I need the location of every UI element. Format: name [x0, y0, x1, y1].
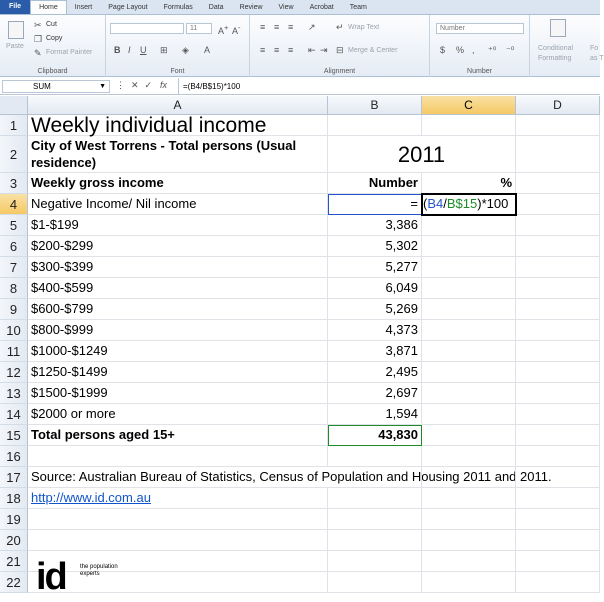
align-top-icon[interactable]: ≡ [260, 22, 266, 32]
cell-a12[interactable]: $1250-$1499 [28, 362, 328, 382]
cell-c2[interactable] [422, 136, 516, 172]
cell-b6[interactable]: 5,302 [328, 236, 422, 256]
cell-b2[interactable]: 2011 [328, 136, 516, 172]
cell-a20[interactable] [28, 530, 328, 550]
table-row [28, 236, 600, 257]
table-row [28, 404, 600, 425]
row-header-1[interactable]: 1 [0, 115, 28, 136]
font-label: Font [170, 68, 185, 75]
cell-a6[interactable]: $200-$299 [28, 236, 328, 256]
cell-a13[interactable]: $1500-$1999 [28, 383, 328, 403]
copy-icon[interactable]: ❐ [34, 34, 43, 44]
cut-icon[interactable]: ✂ [34, 20, 42, 30]
italic-icon[interactable]: I [128, 45, 131, 55]
row-header-5[interactable]: 5 [0, 215, 28, 236]
ribbon-tabs [0, 0, 600, 15]
cell-b14[interactable]: 1,594 [328, 404, 422, 424]
ribbon [0, 15, 604, 77]
row-header-16[interactable]: 16 [0, 446, 28, 467]
column-header-d[interactable]: D [516, 96, 600, 115]
cell-d7[interactable] [516, 257, 600, 277]
cell-b18[interactable] [328, 488, 422, 508]
id-logo [36, 558, 116, 598]
cell-c1[interactable] [422, 115, 516, 135]
cell-d9[interactable] [516, 299, 600, 319]
row-header-17[interactable]: 17 [0, 467, 28, 488]
cell-c11[interactable] [422, 341, 516, 361]
cell-d20[interactable] [516, 530, 600, 550]
grow-font-icon[interactable]: A+ [218, 23, 229, 36]
formula-slash: / [443, 196, 447, 211]
number-group [430, 15, 530, 77]
outdent-icon[interactable]: ⇥ [320, 45, 328, 55]
comma-icon[interactable]: , [472, 45, 475, 55]
cell-a15[interactable]: Total persons aged 15+ [28, 425, 328, 445]
cell-d17[interactable] [516, 467, 600, 487]
cell-a1[interactable]: Weekly individual income [28, 115, 328, 135]
formula-input[interactable]: =(B4/B$15)*100 [178, 78, 600, 95]
table-row [28, 278, 600, 299]
paste-icon[interactable] [8, 21, 24, 39]
cell-d15[interactable] [516, 425, 600, 445]
column-header-a[interactable]: A [28, 96, 328, 115]
row-header-8[interactable]: 8 [0, 278, 28, 299]
row-header-9[interactable]: 9 [0, 299, 28, 320]
cell-a11[interactable]: $1000-$1249 [28, 341, 328, 361]
cell-a16[interactable] [28, 446, 328, 466]
cell-d11[interactable] [516, 341, 600, 361]
decrease-decimal-icon[interactable]: ⁻⁰ [506, 45, 515, 55]
row-header-10[interactable]: 10 [0, 320, 28, 341]
table-row [28, 173, 600, 194]
row-header-21[interactable]: 21 [0, 551, 28, 572]
styles-group [530, 15, 604, 77]
formula-buttons [116, 80, 158, 91]
cell-c10[interactable] [422, 320, 516, 340]
cell-a10[interactable]: $800-$999 [28, 320, 328, 340]
tab-page-layout[interactable]: Page Layout [108, 4, 148, 11]
table-row [28, 467, 600, 488]
table-row [28, 136, 600, 173]
b4-reference-highlight [328, 194, 422, 215]
insert-function-icon[interactable]: fx [160, 80, 168, 90]
tab-review[interactable]: Review [239, 4, 263, 11]
cell-b16[interactable] [328, 446, 422, 466]
cell-d22[interactable] [516, 572, 600, 592]
format-painter-icon[interactable]: ✎ [34, 48, 42, 58]
table-row [28, 488, 600, 509]
cell-b4[interactable]: = [328, 194, 422, 214]
row-header-22[interactable]: 22 [0, 572, 28, 593]
cell-c22[interactable] [422, 572, 516, 592]
cell-b20[interactable] [328, 530, 422, 550]
clipboard-label: Clipboard [37, 68, 68, 75]
formula-tail: )*100 [477, 196, 509, 211]
table-row [28, 446, 600, 467]
bold-icon[interactable]: B [114, 45, 121, 55]
cell-a7[interactable]: $300-$399 [28, 257, 328, 277]
cell-d1[interactable] [516, 115, 600, 135]
table-row [28, 383, 600, 404]
format-painter-button[interactable]: Format Painter [46, 49, 93, 56]
table-row [28, 362, 600, 383]
number-format-box[interactable]: Number [436, 23, 524, 34]
indent-icon[interactable]: ⇤ [308, 45, 316, 55]
cell-d3[interactable] [516, 173, 600, 193]
cell-c17[interactable] [422, 467, 516, 487]
underline-icon[interactable]: U [140, 45, 147, 55]
copy-button[interactable]: Copy [46, 35, 63, 42]
number-label: Number [467, 68, 492, 75]
tab-acrobat[interactable]: Acrobat [309, 4, 334, 11]
clipboard-group [0, 15, 106, 77]
cell-d19[interactable] [516, 509, 600, 529]
cell-d2[interactable] [516, 136, 600, 172]
conditional-formatting-icon[interactable] [550, 19, 566, 37]
percent-icon[interactable]: % [456, 45, 465, 55]
cell-c14[interactable] [422, 404, 516, 424]
align-right-icon[interactable]: ≡ [288, 45, 294, 55]
row-header-7[interactable]: 7 [0, 257, 28, 278]
cell-b1[interactable] [328, 115, 422, 135]
tab-view[interactable]: View [278, 4, 294, 11]
cell-d4[interactable] [516, 194, 600, 214]
name-box[interactable] [2, 80, 110, 93]
column-header-c[interactable]: C [422, 96, 516, 115]
select-all-corner[interactable] [0, 96, 28, 115]
table-row [28, 425, 600, 446]
cell-c7[interactable] [422, 257, 516, 277]
cell-a18[interactable]: http://www.id.com.au [28, 488, 328, 508]
cell-a9[interactable]: $600-$799 [28, 299, 328, 319]
row-header-20[interactable]: 20 [0, 530, 28, 551]
cancel-icon[interactable]: ✕ [131, 80, 145, 90]
cell-d16[interactable] [516, 446, 600, 466]
row-header-6[interactable]: 6 [0, 236, 28, 257]
more-icon: ⋮ [116, 80, 131, 90]
cell-a3[interactable]: Weekly gross income [28, 173, 328, 193]
shrink-font-icon[interactable]: A- [232, 23, 241, 36]
cell-b19[interactable] [328, 509, 422, 529]
enter-icon[interactable]: ✓ [144, 80, 159, 90]
tab-team[interactable]: Team [349, 4, 367, 11]
cell-a14[interactable]: $2000 or more [28, 404, 328, 424]
row-header-19[interactable]: 19 [0, 509, 28, 530]
cell-c20[interactable] [422, 530, 516, 550]
row-header-18[interactable]: 18 [0, 488, 28, 509]
paste-button[interactable]: Paste [6, 43, 24, 50]
cell-d14[interactable] [516, 404, 600, 424]
row-header-2[interactable]: 2 [0, 136, 28, 173]
orientation-icon[interactable]: ↗ [308, 22, 316, 32]
font-group [106, 15, 250, 77]
tab-file[interactable]: File [0, 0, 30, 14]
cell-a8[interactable]: $400-$599 [28, 278, 328, 298]
formula-open-paren: ( [423, 196, 428, 211]
table-row [28, 115, 600, 136]
tab-home[interactable]: Home [30, 0, 67, 14]
cell-c5[interactable] [422, 215, 516, 235]
cell-d21[interactable] [516, 551, 600, 571]
row-header-4[interactable]: 4 [0, 194, 28, 215]
alignment-label: Alignment [323, 68, 356, 75]
id-logo-tagline: the population experts [80, 564, 118, 577]
font-family-box[interactable] [110, 23, 184, 34]
row-header-15[interactable]: 15 [0, 425, 28, 446]
align-center-icon[interactable]: ≡ [274, 45, 280, 55]
increase-decimal-icon[interactable]: ⁺⁰ [488, 45, 497, 55]
id-logo-mark: id [36, 556, 66, 598]
cell-b12[interactable]: 2,495 [328, 362, 422, 382]
font-size-box[interactable]: 11 [186, 23, 212, 34]
cell-c3[interactable]: % [422, 173, 516, 193]
align-middle-icon[interactable]: ≡ [274, 22, 280, 32]
table-row [28, 257, 600, 278]
table-row [28, 320, 600, 341]
column-header-b[interactable]: B [328, 96, 422, 115]
align-left-icon[interactable]: ≡ [260, 45, 266, 55]
cell-b22[interactable] [328, 572, 422, 592]
chevron-down-icon[interactable]: ▼ [99, 83, 106, 90]
cell-b13[interactable]: 2,697 [328, 383, 422, 403]
row-header-13[interactable]: 13 [0, 383, 28, 404]
cell-b21[interactable] [328, 551, 422, 571]
formula-bar [0, 78, 600, 95]
tab-data[interactable]: Data [208, 4, 224, 11]
borders-icon[interactable]: ⊞ [160, 45, 168, 55]
active-cell-c4[interactable] [421, 193, 517, 216]
row-header-12[interactable]: 12 [0, 362, 28, 383]
cell-d10[interactable] [516, 320, 600, 340]
name-box-value: SUM [33, 82, 51, 91]
currency-icon[interactable]: $ [440, 45, 446, 55]
format-as-table-button[interactable]: Fo [590, 45, 599, 52]
cell-d6[interactable] [516, 236, 600, 256]
cell-a19[interactable] [28, 509, 328, 529]
cell-b17[interactable] [328, 467, 422, 487]
formula-ref-b4: B4 [427, 196, 444, 211]
cell-b8[interactable]: 6,049 [328, 278, 422, 298]
row-header-14[interactable]: 14 [0, 404, 28, 425]
cell-d13[interactable] [516, 383, 600, 403]
cell-b5[interactable]: 3,386 [328, 215, 422, 235]
cell-d8[interactable] [516, 278, 600, 298]
conditional-formatting-line2: Formatting [538, 55, 572, 62]
cell-c21[interactable] [422, 551, 516, 571]
tab-insert[interactable]: Insert [74, 4, 93, 11]
b15-reference-highlight [328, 425, 422, 446]
table-row [28, 509, 600, 530]
cell-b7[interactable]: 5,277 [328, 257, 422, 277]
cell-c12[interactable] [422, 362, 516, 382]
cell-a2[interactable]: City of West Torrens - Total persons (Usual residence) [28, 136, 328, 172]
cell-c13[interactable] [422, 383, 516, 403]
alignment-group [250, 15, 430, 77]
table-row [28, 215, 600, 236]
fill-color-icon[interactable]: ◈ [182, 45, 189, 55]
cell-b10[interactable]: 4,373 [328, 320, 422, 340]
conditional-formatting-button[interactable]: Conditional [538, 45, 574, 52]
cell-a17[interactable]: Source: Australian Bureau of Statistics, Census of Population and Housing 2011 and 2011. [31, 469, 552, 484]
cell-b9[interactable]: 5,269 [328, 299, 422, 319]
cell-b15[interactable]: 43,830 [328, 425, 422, 445]
cell-b11[interactable]: 3,871 [328, 341, 422, 361]
font-color-icon[interactable]: A [204, 45, 211, 55]
merge-center-icon[interactable]: ⊟ [336, 45, 344, 55]
cell-c9[interactable] [422, 299, 516, 319]
formula-ref-b15: B$15 [446, 196, 478, 211]
cell-c18[interactable] [422, 488, 516, 508]
cell-edit-formula[interactable] [423, 195, 508, 212]
cut-button[interactable]: Cut [46, 21, 57, 28]
cell-c6[interactable] [422, 236, 516, 256]
merge-center-button[interactable]: Merge & Center [348, 47, 398, 54]
table-row [28, 341, 600, 362]
row-header-3[interactable]: 3 [0, 173, 28, 194]
cell-d18[interactable] [516, 488, 600, 508]
wrap-text-icon[interactable]: ↵ [336, 22, 344, 32]
format-as-table-line2: as T [590, 55, 604, 62]
cell-d12[interactable] [516, 362, 600, 382]
cell-b3[interactable]: Number [328, 173, 422, 193]
wrap-text-button[interactable]: Wrap Text [348, 24, 380, 31]
tab-formulas[interactable]: Formulas [163, 4, 193, 11]
table-row [28, 299, 600, 320]
cell-c8[interactable] [422, 278, 516, 298]
cell-a5[interactable]: $1-$199 [28, 215, 328, 235]
row-header-11[interactable]: 11 [0, 341, 28, 362]
cell-d5[interactable] [516, 215, 600, 235]
table-row [28, 530, 600, 551]
cell-a4[interactable]: Negative Income/ Nil income [28, 194, 328, 214]
align-bottom-icon[interactable]: ≡ [288, 22, 294, 32]
cell-c19[interactable] [422, 509, 516, 529]
cell-c15[interactable] [422, 425, 516, 445]
cell-c16[interactable] [422, 446, 516, 466]
